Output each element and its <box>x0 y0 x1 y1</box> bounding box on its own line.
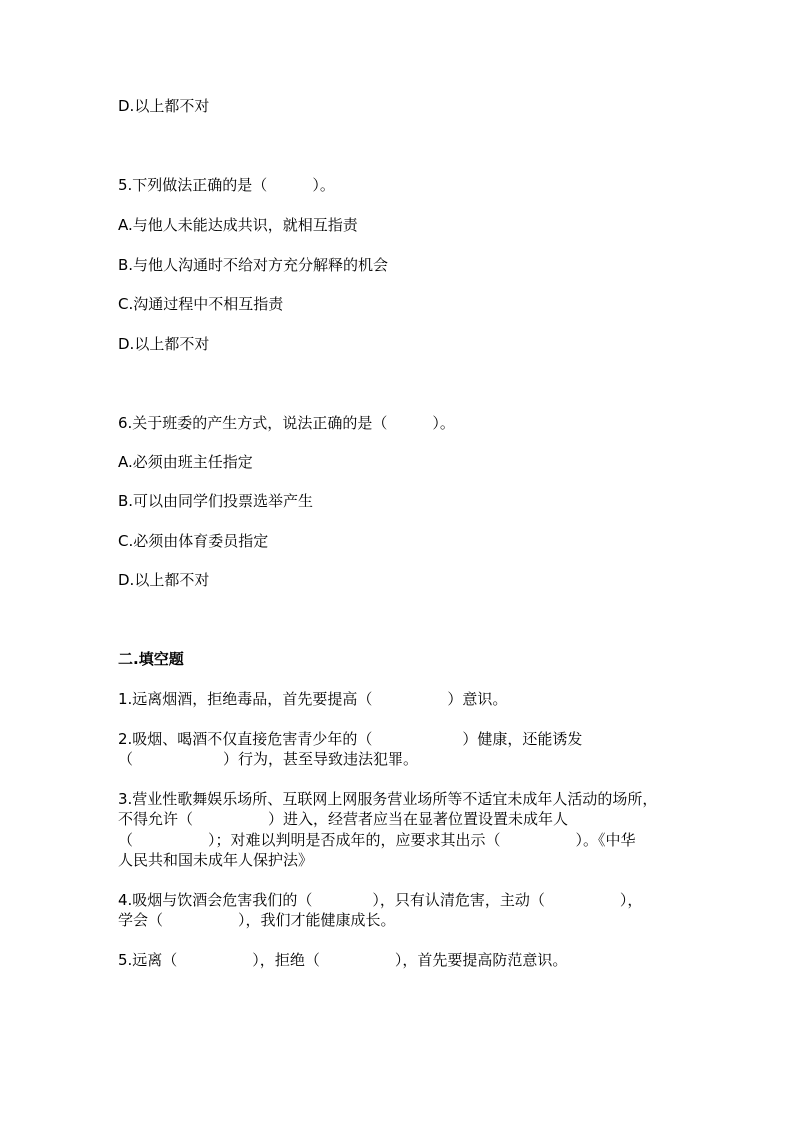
q5-option-b: B.与他人沟通时不给对方充分解释的机会 <box>118 256 389 274</box>
fill-q2-line-1: 2.吸烟、喝酒不仅直接危害青少年的（ ）健康，还能诱发 <box>118 730 583 748</box>
q6-option-d: D.以上都不对 <box>118 571 210 589</box>
fill-q3-line-1: 3.营业性歌舞娱乐场所、互联网上网服务营业场所等不适宜未成年人活动的场所， <box>118 790 658 808</box>
q5-option-c: C.沟通过程中不相互指责 <box>118 295 284 313</box>
fill-q4-line-2: 学会（ ），我们才能健康成长。 <box>118 911 396 929</box>
q5-option-a: A.与他人未能达成共识，就相互指责 <box>118 216 358 234</box>
q6-option-b: B.可以由同学们投票选举产生 <box>118 492 314 510</box>
fill-q3-line-3: （ ）；对难以判明是否成年的，应要求其出示（ ）。《中华 <box>118 831 636 849</box>
fill-q3-line-4: 人民共和国未成年人保护法》 <box>118 851 314 869</box>
q6-question: 6.关于班委的产生方式，说法正确的是（ ）。 <box>118 414 455 432</box>
fill-q3-line-2: 不得允许（ ）进入，经营者应当在显著位置设置未成年人 <box>118 810 569 828</box>
q5-option-d: D.以上都不对 <box>118 335 210 353</box>
q5-question: 5.下列做法正确的是（ ）。 <box>118 176 335 194</box>
section-title-fill: 二.填空题 <box>118 650 184 668</box>
fill-q1: 1.远离烟酒，拒绝毒品，首先要提高（ ）意识。 <box>118 690 508 708</box>
fill-q2-line-2: （ ）行为，甚至导致违法犯罪。 <box>118 750 419 768</box>
q4-option-d: D.以上都不对 <box>118 97 210 115</box>
q6-option-a: A.必须由班主任指定 <box>118 453 253 471</box>
fill-q4-line-1: 4.吸烟与饮酒会危害我们的（ ），只有认清危害，主动（ ）， <box>118 891 643 909</box>
q6-option-c: C.必须由体育委员指定 <box>118 532 269 550</box>
fill-q5: 5.远离（ ），拒绝（ ），首先要提高防范意识。 <box>118 951 568 969</box>
